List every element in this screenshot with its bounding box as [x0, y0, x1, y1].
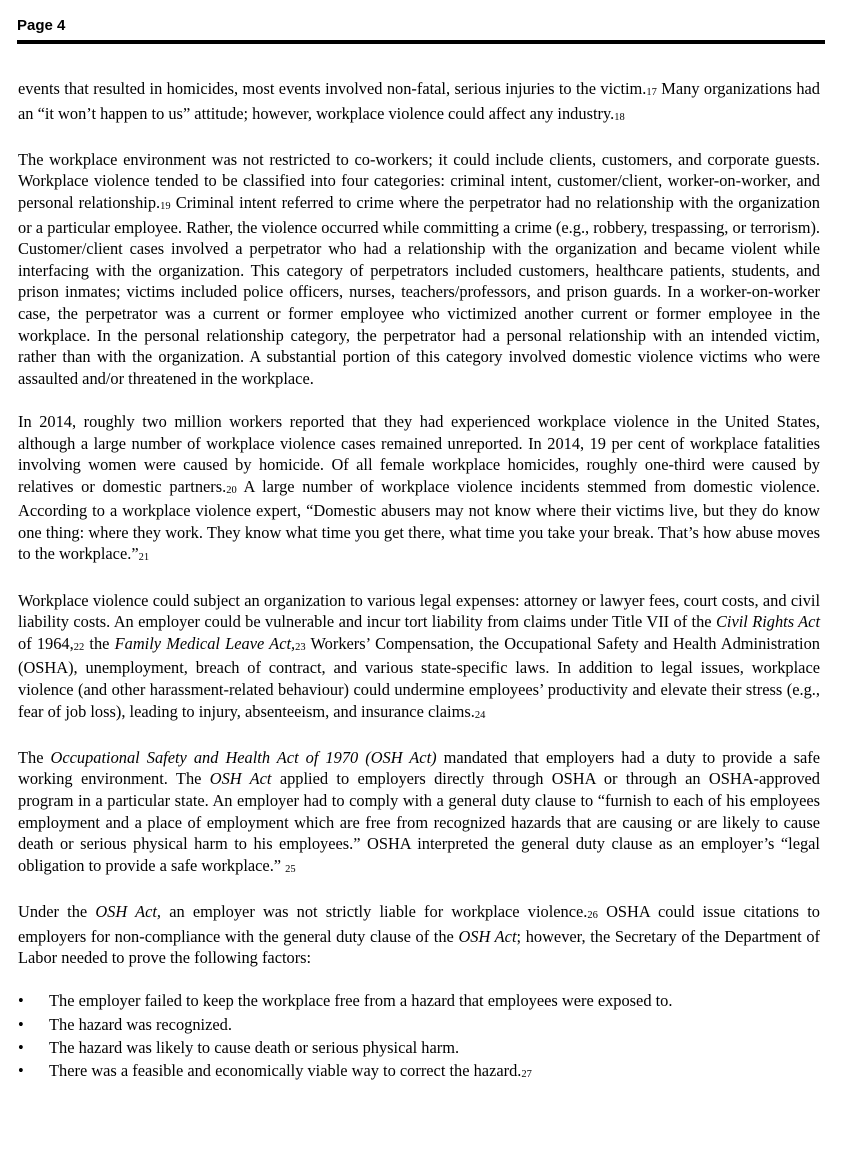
text-run: Workers’ Compensation, the Occupational Safety and Health Administration (OSHA), unemployment, breach of contract, and various state-specific laws. In addition to legal issues, workplace violence (and other harassment-related behaviour) could undermine employees’ productivity and elevate their stress (e.g., fear of job loss), leading to injury, absenteeism, and insurance claims.: [18, 633, 820, 721]
footnote-ref: 20: [226, 484, 237, 496]
text-run: The: [18, 747, 51, 767]
text-run: ; however, the Secretary of the Department of Labor needed to prove the following factors:: [18, 926, 820, 968]
text-run: Workplace violence could subject an organization to various legal expenses: attorney or lawyer fees, court costs, and civil liability costs. An employer could be vulnerable and incur tort liability from claims under Title VII of the: [18, 590, 820, 632]
footnote-ref: 19: [160, 200, 171, 212]
bullet-icon: •: [18, 991, 24, 1011]
italic-text: Family Medical Leave Act,: [114, 633, 296, 653]
italic-text: OSH Act,: [95, 901, 162, 921]
footnote-ref: 26: [587, 909, 598, 921]
factor-bullet-list: [18, 990, 820, 1084]
bullet-icon: •: [18, 1014, 24, 1034]
footnote-ref: 23: [295, 641, 306, 653]
text-run: mandated that employers had a duty to provide a safe working environment. The: [18, 747, 820, 789]
footnote-ref: 22: [73, 641, 85, 653]
paragraph: [18, 901, 820, 969]
paragraph: [18, 590, 820, 726]
bullet-item: [18, 1014, 820, 1036]
text-run: the: [84, 633, 115, 653]
paragraph: [18, 149, 820, 390]
bullet-icon: •: [18, 1060, 24, 1080]
bullet-item: [18, 1060, 820, 1085]
italic-text: OSH Act: [458, 926, 517, 946]
footnote-ref: 21: [138, 552, 150, 564]
text-run: There was a feasible and economically viable way to correct the hazard.: [49, 1060, 522, 1080]
text-run: Many organizations had an “it won’t happen to us” attitude; however, workplace violence could affect any industry.: [18, 79, 820, 123]
footnote-ref: 27: [521, 1068, 532, 1080]
paragraph-list: [18, 78, 820, 969]
footnote-ref: 24: [474, 709, 486, 721]
text-run: In 2014, roughly two million workers reported that they had experienced workplace violence in the United States, although a large number of workplace violence cases remained unreported. In 2014, 19 per cent of workplace fatalities involving women were caused by homicide. Of all female workplace homicides, roughly one-third were caused by relatives or domestic partners.: [18, 411, 820, 496]
footnote-ref: 17: [646, 87, 657, 98]
bullet-icon: •: [18, 1037, 24, 1057]
paragraph: [18, 747, 820, 880]
text-run: The hazard was likely to cause death or serious physical harm.: [49, 1037, 460, 1057]
text-run: events that resulted in homicides, most events involved non-fatal, serious injuries to the victim.: [18, 79, 647, 98]
header-rule: [17, 40, 825, 44]
text-run: Criminal intent referred to crime where the perpetrator had no relationship with the organization or a particular employee. Rather, the violence occurred while committing a crime (e.g., robbery, trespassing, or terrorism). Customer/client cases involved a perpetrator who had a relationship with the organization and became violent while interfacing with the organization. This category of perpetrators included customers, healthcare patients, students, and prison inmates; victims included police officers, nurses, teachers/professors, and prison guards. In a worker-on-worker case, the perpetrator was a current or former employee who victimized another current or former employee in the workplace. In the personal relationship category, the perpetrator had a personal relationship with an intended victim, rather than with the organization. A substantial portion of this category involved domestic violence victims who were assaulted and/or threatened in the workplace.: [18, 192, 820, 388]
text-run: applied to employers directly through OSHA or through an OSHA-approved program in a particular state. An employer had to comply with a general duty clause to “furnish to each of his employees employment and a place of employment which are free from recognized hazards that are causing or are likely to cause death or serious physical harm to his employees.” OSHA interpreted the general duty clause as an employer’s “legal obligation to provide a safe workplace.”: [18, 769, 820, 875]
text-run: Under the: [18, 901, 96, 921]
italic-text: Occupational Safety and Health Act of 1970 (OSH Act): [50, 747, 437, 767]
bullet-item: [18, 990, 820, 1012]
text-run: of 1964,: [18, 633, 74, 653]
text-run: The hazard was recognized.: [49, 1014, 232, 1034]
italic-text: Civil Rights Act: [715, 612, 821, 632]
text-run: OSHA could issue citations to employers for non-compliance with the general duty clause of the: [18, 901, 820, 946]
page-number: Page 4: [17, 17, 66, 34]
bullet-item: [18, 1037, 820, 1059]
italic-text: OSH Act: [209, 769, 272, 789]
text-run: an employer was not strictly liable for workplace violence.: [161, 901, 588, 921]
footnote-ref: 18: [614, 111, 625, 123]
footnote-ref: 25: [285, 863, 296, 875]
text-run: A large number of workplace violence incidents stemmed from domestic violence. According to a workplace violence expert, “Domestic abusers may not know where their victims live, but they do know one thing: where they work. They know what time you get there, what time you take your break. That’s how abuse moves to the workplace.”: [18, 476, 821, 564]
paragraph: [18, 411, 820, 568]
text-run: The employer failed to keep the workplace free from a hazard that employees were exposed to.: [49, 991, 673, 1011]
text-run: The workplace environment was not restricted to co-workers; it could include clients, customers, and corporate guests. Workplace violence tended to be classified into four categories: criminal intent, customer/client, worker-on-worker, and personal relationship.: [18, 149, 820, 212]
paragraph: [18, 78, 820, 127]
document-body: [18, 78, 820, 1086]
